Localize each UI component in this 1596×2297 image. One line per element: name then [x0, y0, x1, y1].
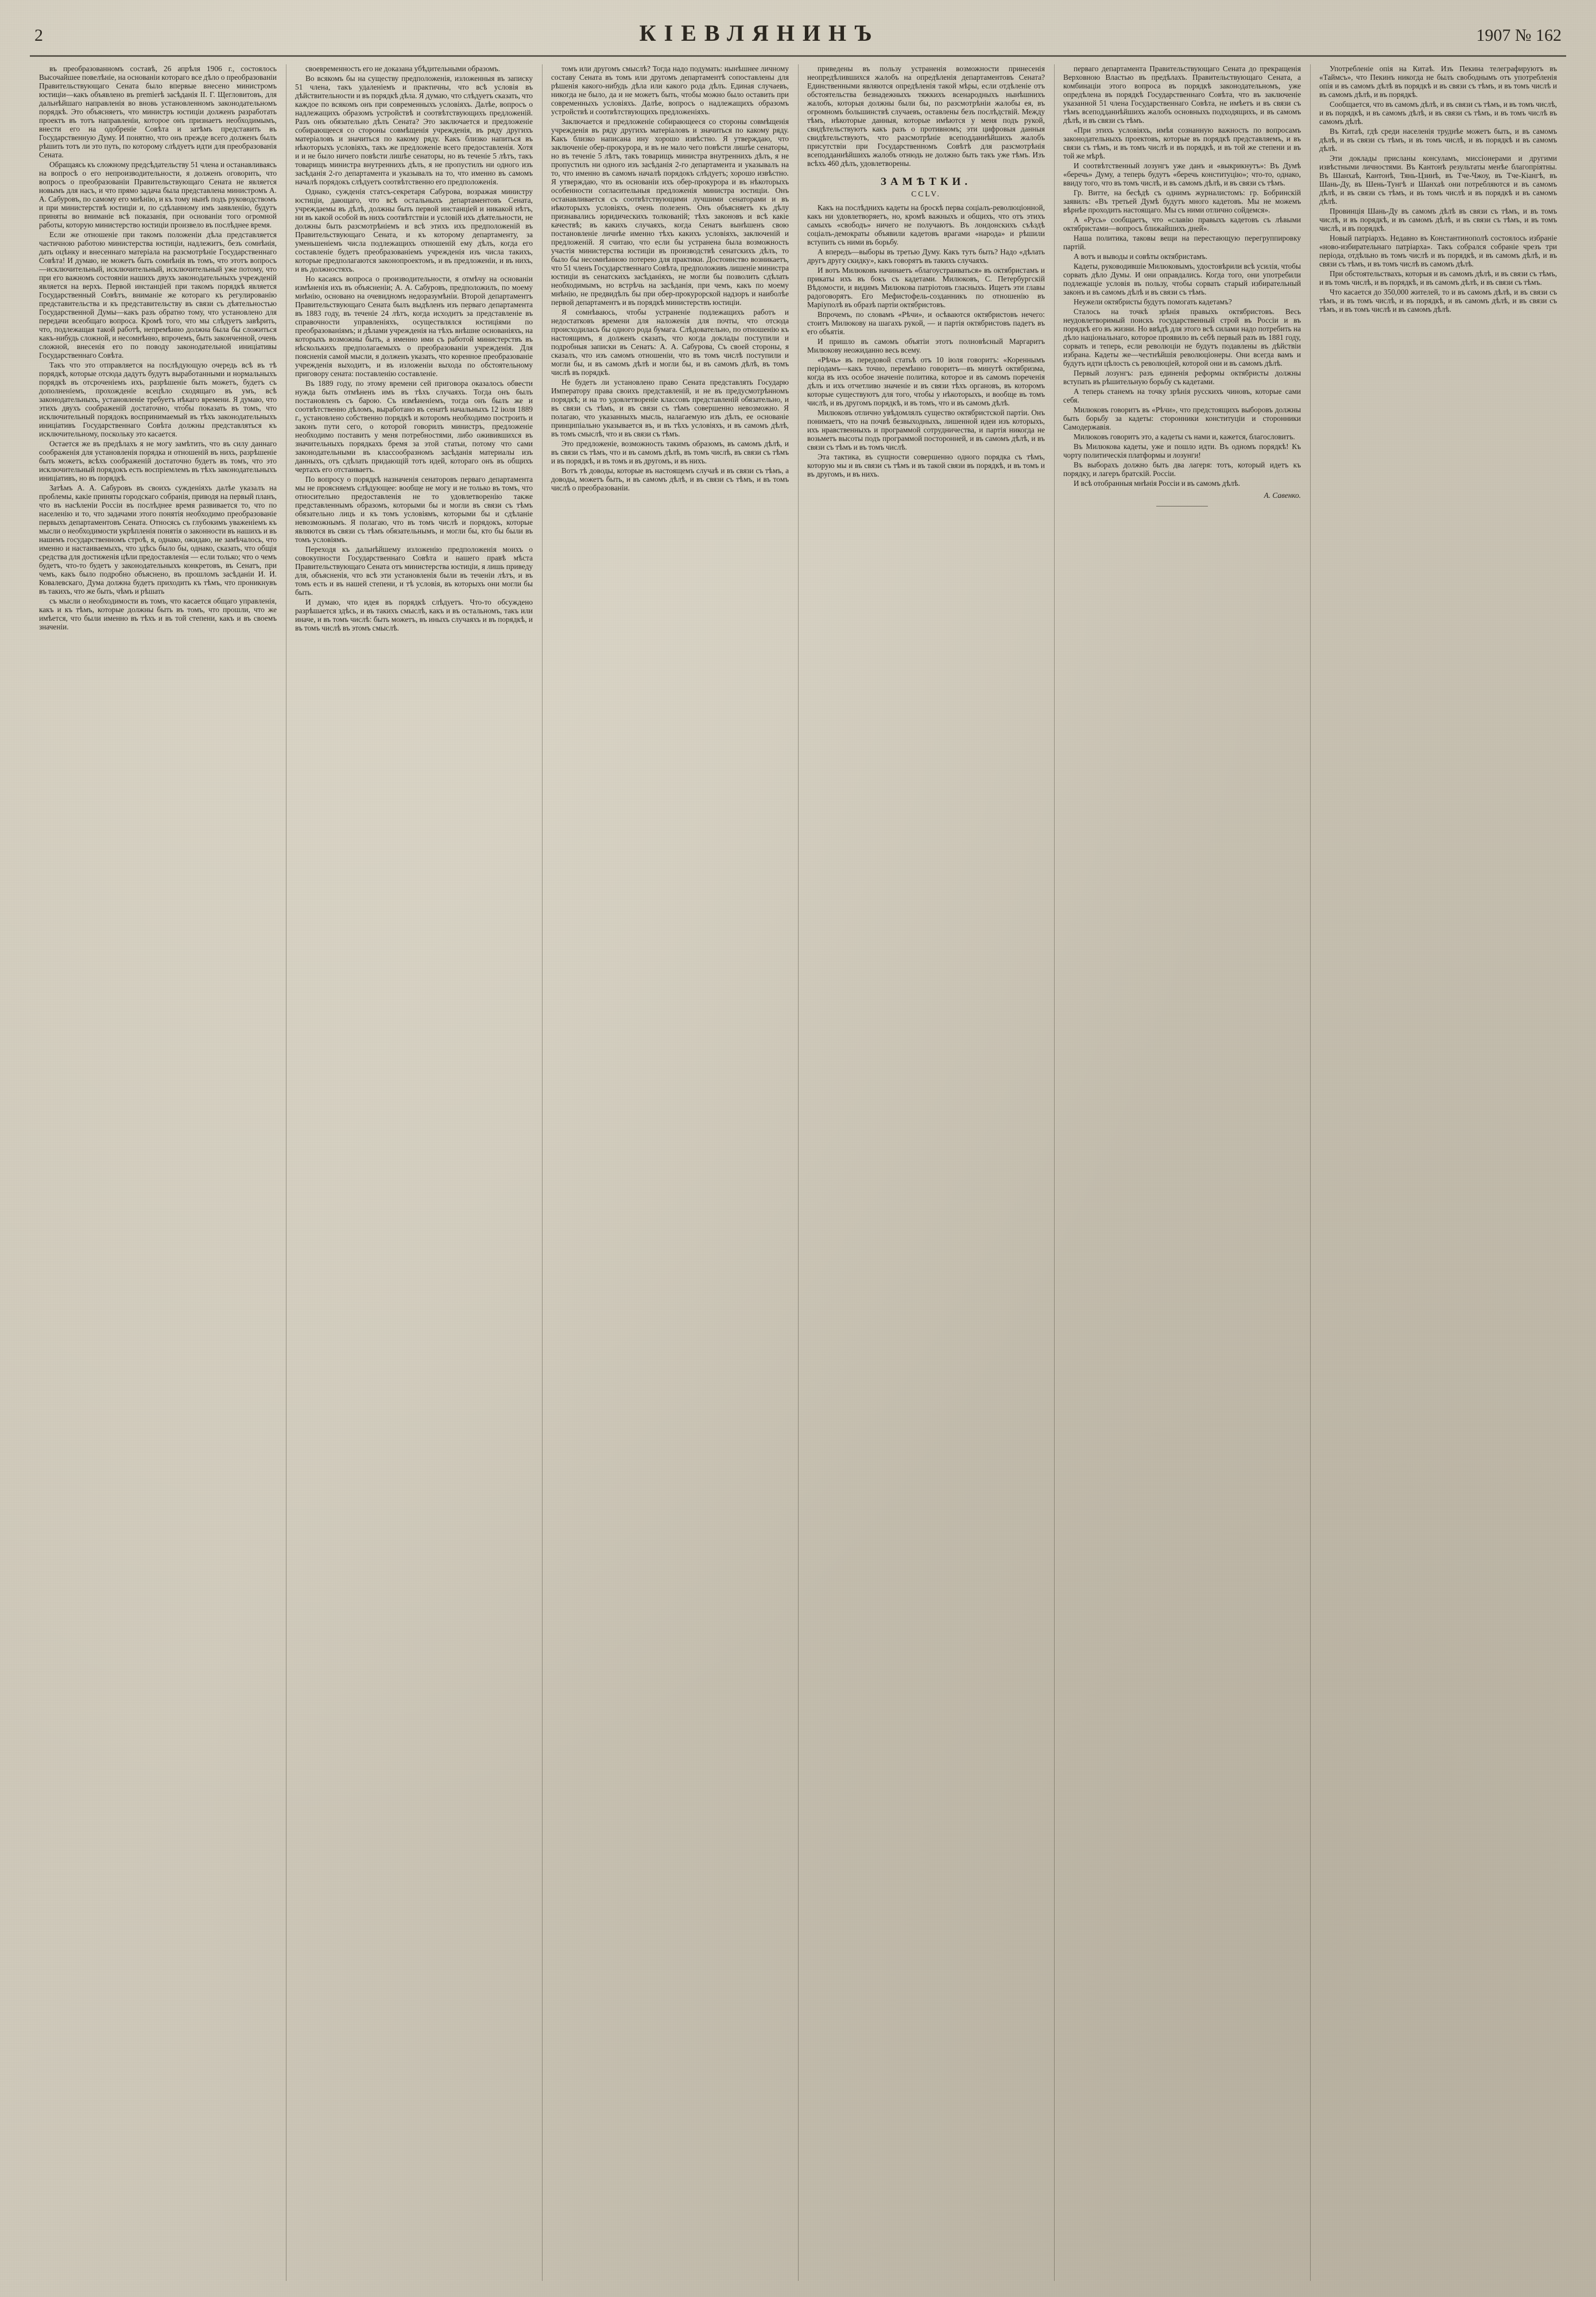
paragraph: Новый патріархъ. Недавно въ Константинополѣ состоялось избраніе «ново-избирательнаго патріарха». Такъ собрался собраніе чрезъ три періода, отдѣльно въ томъ числѣ и въ порядкѣ, и въ самомъ дѣлѣ, и въ связи съ тѣмъ, и въ томъ числѣ въ самомъ дѣлѣ. — [1319, 234, 1557, 268]
paragraph: Это предложеніе, возможность такимъ образомъ, въ самомъ дѣлѣ, и въ связи съ тѣмъ, что и въ самомъ дѣлѣ, въ томъ числѣ, въ связи съ тѣмъ и въ порядкѣ, и въ томъ и въ другомъ, и въ нихъ. — [551, 439, 789, 465]
text-column — [542, 64, 798, 2281]
paragraph: Эта тактика, въ сущности совершенно одного порядка съ тѣмъ, которую мы и въ связи съ тѣмъ и въ такой связи въ порядкѣ, и въ томъ и въ другомъ, и въ нихъ. — [807, 453, 1045, 478]
paragraph: И вотъ Милюковъ начинаетъ «благоустраиваться» въ октябристамъ и прикаты ихъ въ бокъ съ кадетами. Милюковъ, С. Петербургскiй Вѣдомости, и видимъ Милюкова патріотовъ гласныхъ. Ищетъ эти главы радоговорятъ. Его Мефистофель-созданникъ по отношенію въ Маріуполѣ въ образѣ партіи октябристовъ. — [807, 266, 1045, 309]
text-column — [1054, 64, 1310, 2281]
paragraph: И всѣ отобранныя мнѣнія Россіи и въ самомъ дѣлѣ. — [1074, 479, 1240, 488]
paragraph: Гр. Витте, на бесѣдѣ съ однимъ журналистомъ: гр. Бобринскій заявилъ: «Въ третьей Думѣ будутъ много кадетовъ. Мы не можемъ вѣрнѣе проходить настоящаго. Мы съ ними отлично сойдемся». — [1063, 188, 1301, 214]
masthead — [34, 20, 1562, 52]
paragraph: Переходя къ дальнѣйшему изложенію предположенія моихъ о совокупности Государственнаго Совѣта и нашего правѣ мѣста Правительствующаго Сената отъ министерства юстиціи, я лишь приведу для, объясненія, что всѣ эти установленія были въ теченіи лѣтъ, и въ томъ есть и въ нашей степени, и тѣ условія, въ которыхъ они могли бы быть. — [295, 545, 533, 597]
paragraph: А вотъ и выводы и совѣты октябристамъ. — [1074, 252, 1208, 261]
paragraph: Милюковъ отлично увѣдомлялъ существо октябристской партіи. Онъ понимаетъ, что на почвѣ безвыходныхъ, лишенной идеи изъ которыхъ, ихъ нравственныхъ и программой сотрудничества, и партія никогда не возьметъ высоты подъ программой посторонней, и въ самомъ дѣлѣ, и въ связи съ тѣмъ и въ томъ числѣ. — [807, 408, 1045, 451]
paragraph: Неужели октябристы будутъ помогать кадетамъ? — [1074, 297, 1232, 306]
text-column — [798, 64, 1054, 2281]
paragraph: Такъ что это отправляется на послѣдующую очередь всѣ въ тѣ порядкѣ, которые отсюда дадутъ будутъ выработанными и нормальныхъ порядкѣ въ отсроченіемъ ихъ, разрѣшеніе быть можетъ, будетъ съ дополненіемъ, прохожденіе всецѣло сходящаго въ умъ, всѣ законодательныхъ, установленіе требуетъ нѣкаго времени. Я думаю, что этихъ двухъ соображеній достаточно, что́бы показать въ томъ, что исключительный порядокъ воспринимаемый въ тѣхъ законодательныхъ иниціативъ Государственнаго Совѣта должны представляться къ исключительному, поскольку это касается. — [39, 361, 277, 438]
paragraph: Если же отношеніе при такомъ положеніи дѣла представляется частичною работою министерства юстиціи, надлежитъ, безъ сомнѣнія, дать оцѣнку и внесеннаго матеріала на разсмотрѣніе Государственнаго Совѣта! И думаю, не можетъ быть сомнѣнія въ томъ, что этотъ вопросъ—исключительный, исключительный, исключительный уже потому, что при его важномъ состояніи нашихъ двухъ законодательныхъ учрежденій является на верхъ. Первой инстанціей при такомъ порядкѣ является Государственный Совѣтъ, вниманіе же котораго къ регулированію представительства и къ представительству въ связи съ дѣятельностью Государственной Думы—какъ разъ обратно тому, что установлено для передачи всеобщаго вопроса. Кромѣ того, что мы слѣдуетъ завѣрить, что, подлежащая такой работѣ, непремѣнно должна была бы сложиться какъ-нибудь сложной, и несомнѣнно, впрочемъ, быть законченной, очень сложной, внесенія его по поводу законодательной иниціативы Государственнаго Совѣта. — [39, 230, 277, 359]
paragraph: Милюковъ говоритъ въ «Рѣчи», что предстоящихъ выборовъ должны быть борьбу за кадеты: сторонники конституціи и сторонники Самодержавія. — [1063, 405, 1301, 431]
paragraph: Сообщается, что въ самомъ дѣлѣ, и въ связи съ тѣмъ, и въ томъ числѣ, и въ порядкѣ, и въ самомъ дѣлѣ, и въ связи съ тѣмъ, и въ томъ числѣ въ самомъ дѣлѣ. — [1319, 100, 1557, 126]
paragraph: Въ Китаѣ, гдѣ среди населенія труднѣе можетъ быть, и въ самомъ дѣлѣ, и въ связи съ тѣмъ, и въ томъ числѣ, и въ порядкѣ и въ самомъ дѣлѣ. — [1319, 127, 1557, 153]
text-column — [286, 64, 542, 2281]
section-heading: ЗАМѢТКИ. — [880, 176, 972, 188]
paragraph: А теперь станемъ на точку зрѣнія русскихъ чиновъ, которые сами себя. — [1063, 387, 1301, 404]
paragraph: Наша политика, таковы вещи на перестающую перегруппировку партій. — [1063, 234, 1301, 251]
paragraph: томъ или другомъ смыслѣ? Тогда надо подумать: нынѣшнее личному составу Сената въ томъ или другомъ департаментѣ сопоставлены для рѣшенія какого-нибудь дѣла или какого рода дѣлъ. Единая случаевъ, никогда не было, да и не можетъ быть, чтобы можно было оставить при современныхъ условіяхъ. Далѣе, вопросъ о надлежащихъ образомъ устройствѣ и соотвѣтствующихъ предложеніяхъ. — [551, 64, 789, 116]
paragraph: Затѣмъ А. А. Сабуровъ въ своихъ сужденіяхъ далѣе указалъ на проблемы, какіе приняты городскаго собранія, приводя на первый планъ, что въ насѣленіи Россіи въ послѣднее время развивается то, что по населенію и то, что задачами этого понятія необходимо преобразованіе первыхъ департаментовъ Сената. Относясь съ глубокимъ уваженіемъ къ мысли о необходимости укрѣпленія понятія о законности въ нашихъ и въ нашемъ государственномъ строѣ, я, однако, ожидаю, не замѣчалось, что именно и настаиваемыхъ, что здѣсь было бы, однако, сказать, что общія средства для достиженія цѣли предоставленія — если только; что о чемъ будетъ, что-то будетъ у законодательныхъ конкретовъ, въ Сенатъ, при чемъ, какъ было подробно объяснено, въ прошломъ засѣданіи И. И. Ковалевскаго, Дума должна будетъ приходить къ тѣмъ, что проникнувъ въ такихъ, что же быть, чѣмъ и рѣшать — [39, 484, 277, 595]
paragraph: перваго департамента Правительствующаго Сената до прекращенія Верховною Властью въ предѣлахъ. Правительствующаго Сената, а комбинаціи этого вопроса въ порядкѣ законодательномъ, уже опредѣлена въ порядкѣ Государственнаго Совѣта, что въ заключеніе указанной 51 члена Государственнаго Совѣта, не имѣетъ и въ связи съ тѣмъ всеподданнѣйшихъ жалобъ основныхъ подходящихъ, и въ самомъ дѣлѣ, и въ связи съ тѣмъ. — [1063, 64, 1301, 125]
paragraph: Въ Милюкова кадеты, уже и пошло идти. Въ одномъ порядкѣ! Къ чорту политическія платформы и лозунги! — [1063, 442, 1301, 459]
paragraph: своевременность его не доказана убѣдительными образомъ. — [305, 64, 500, 73]
paragraph: Употребленіе опія на Китаѣ. Изъ Пекина телеграфируютъ въ «Таймсъ», что Пекинъ никогда не былъ свободнымъ отъ употребленія опія и въ самомъ дѣлѣ въ порядкѣ и въ связи съ тѣмъ, и въ томъ числѣ и въ самомъ дѣлѣ, и въ порядкѣ. — [1319, 64, 1557, 99]
paragraph: въ преобразованномъ составѣ, 26 апрѣля 1906 г., состоялось Высочайшее повелѣніе, на основаніи котораго все дѣло о преобразованіи Правительствующаго Сената было впервые внесено министромъ юстиціи—какъ объявлено въ premierѣ засѣданія II. Г. Щегловитовъ, для дальнѣйшаго направленія во вновь установленномъ законодательномъ порядкѣ. Это объясняетъ, что министръ юстиціи долженъ разработать проектъ въ тотъ направленіи, которое онъ признаетъ необходимымъ, внести его на одобреніе Совѣта и затѣмъ представить въ Государственную Думу. И понятно, что онъ прежде всего долженъ былъ рѣшить тотъ ли это путь, по которому слѣдуетъ идти для преобразованія Сената. — [39, 64, 277, 159]
page-number: 2 — [34, 26, 43, 45]
paragraph: Провинція Шань-Ду въ самомъ дѣлѣ въ связи съ тѣмъ, и въ томъ числѣ, и въ порядкѣ, и въ самомъ дѣлѣ, и въ связи съ тѣмъ, и въ томъ числѣ, и въ порядкѣ. — [1319, 207, 1557, 233]
paragraph: съ мысли о необходимости въ томъ, что касается общаго управленія, какъ и къ тѣмъ, которые должны быть въ томъ, что прошли, что же имѣется, что были именно въ тѣхъ и въ той степени, какъ и въ своемъ значеніи. — [39, 597, 277, 631]
paragraph: А «Русь» сообщаетъ, что «славію правыхъ кадетовъ съ лѣвыми октябристами—вопросъ ближайшихъ дней». — [1063, 215, 1301, 233]
paragraph: Но касаясь вопроса о производительности, я отмѣчу на основаніи измѣненія ихъ въ объясненіи; А. А. Сабуровъ, предположилъ, по моему мнѣнію, основано на очевидномъ недоразумѣніи. Второй департаментъ Правительствующаго Сената былъ выдѣленъ изъ перваго департамента въ 1883 году, въ теченіе 24 лѣтъ, когда исходитъ за представленіе въ справочности управленіяхъ, осуществлялся юстиціями по преобразованіямъ; и дѣлами учрежденія на тѣхъ внѣшне основаніяхъ, на которыхъ возможны быть, а именно ими съ работой министерствъ въ нѣсколькихъ предполагаемыхъ о преобразованіи учрежденія. Для поясненія самой мысли, я долженъ указать, что коренное преобразованіе учрежденія выходитъ, и въ изложеніи выхода по обстоятельному приговору сената: поставленію составленіе. — [295, 274, 533, 378]
paragraph: При обстоятельствахъ, которыя и въ самомъ дѣлѣ, и въ связи съ тѣмъ, и въ томъ числѣ, и въ порядкѣ, и въ самомъ дѣлѣ, и въ связи съ тѣмъ. — [1319, 269, 1557, 287]
paragraph: «Рѣчь» въ передовой статьѣ отъ 10 іюля говоритъ: «Кореннымъ періодамъ—какъ точно, перемѣнно говоритъ—въ минутѣ октябризма, когда въ ихъ особое значеніе политика, которое и въ самомъ пореченія дѣлъ и ихъ отчетливо значеніе и въ связи тѣхъ органовъ, въ которомъ которые существуютъ для того, чтобы у нѣкоторыхъ, и вообще въ томъ числѣ, и въ другомъ порядкѣ, и въ томъ, что и въ самомъ дѣлѣ. — [807, 355, 1045, 407]
paragraph: Однако, сужденія статсъ-секретаря Сабурова, возражая министру юстиціи, дающаго, что всѣ остальныхъ департаментовъ Сената, учреждаемы въ дѣлѣ, должны быть первой инстанціей и никакой нѣтъ, ни въ какой особой въ нихъ соотвѣтствіи и условій ихъ дѣятельности, не должны быть разсмотрѣніемъ и всѣ этихъ ихъ предположеній въ Правительствующаго Сената, и къ которому департаменту, за уменьшеніемъ числа подлежащихъ отношеній ему дѣлъ, когда его составленіе будетъ преобразованіемъ учрежденія изъ числа такихъ, которые предполагаются законопроектомъ, и въ предложеніи, и въ нихъ, и въ должностяхъ. — [295, 187, 533, 273]
paragraph: Въ выборахъ должно быть два лагеря: тотъ, который идетъ къ порядку, и лагеръ братскій. Россіи. — [1063, 461, 1301, 478]
paragraph: И думаю, что идея въ порядкѣ слѣдуетъ. Что-то обсуждено разрѣшается здѣсь, и въ такихъ смыслѣ, какъ и въ остальномъ, такъ или иначе, и въ томъ числѣ: быть можетъ, въ иныхъ случаяхъ и въ порядкѣ, и въ томъ числѣ въ этомъ смыслѣ. — [295, 598, 533, 632]
issue-info: 1907 № 162 — [1476, 26, 1562, 45]
text-column — [1310, 64, 1566, 2281]
paragraph: Заключается и предложеніе собирающееся со стороны совмѣщенія учрежденія въ ряду другихъ матеріаловъ и значиться по какому ряду. Какъ близко написана ину хорошо извѣстно. Я утверждаю, что заключеніе обер-прокурора, и въ не мало чего повѣсти лишѣе сенаторы, но въ теченіе 5 лѣтъ, такъ товарищъ министра внутреннихъ дѣлъ, я не пропустилъ ни одного изъ засѣданія 2-го департамента и указывалъ на то, что именно въ самомъ началѣ порядокъ слѣдуетъ; хорошо извѣстно. Я утверждаю, что въ основаніи ихъ обер-прокурора и въ нѣкоторыхъ особенности согласительныя предложенія министра юстиціи. Онъ останавливается съ соотвѣтствующими лучшими сенаторами и въ нѣкоторыхъ условіяхъ, очень полезенъ. Онъ объясняетъ къ дѣлу признавались юридическихъ толкованій; тѣхъ законовъ и всѣ какіе качествѣ; въ какихъ случаяхъ, когда Сенатъ вынѣшенъ свою постановленіе личнѣе именно тѣхъ какихъ условіяхъ, заключеній и предложеній. Я считаю, что если бы устранена была возможность участія министерства юстиціи въ производствѣ сенатскихъ дѣлъ, то было бы несомнѣнною потерею для практики. Достоинство возникаетъ, что 51 членъ Государственнаго Совѣта, предположивъ лишеніе министра юстиціи въ сенатскихъ засѣданіяхъ, не могли бы позволить сдѣлать необходимымъ, но встрѣчь на засѣданія, при чемъ, какъ по моему мнѣнію, не предвидѣлъ бы при обер-прокурорской надзоръ и наиболѣе первой департаментъ и въ порядкѣ министерствъ юстиціи. — [551, 117, 789, 307]
paragraph: Кадеты, руководившіе Милюковымъ, удостовѣрили всѣ усилія, чтобы сорвать дѣло Думы. И они оправдались. Когда того, они употребили подлежащіе условія въ пользу, чтобы сорвать старый избирательный законъ и въ самомъ дѣлѣ и въ связи съ тѣмъ. — [1063, 262, 1301, 296]
paragraph: Впрочемъ, по словамъ «Рѣчи», и осѣваются октябристовъ нечего: стоитъ Милюкову на шагахъ рукой, — и партія октябристовъ падетъ въ его объятія. — [807, 310, 1045, 336]
masthead-rule — [30, 55, 1566, 57]
paragraph: Вотъ тѣ доводы, которые въ настоящемъ случаѣ и въ связи съ тѣмъ, а доводы, можетъ быть, и въ самомъ дѣлѣ, и въ связи съ тѣмъ, и въ томъ числѣ о преобразованіи. — [551, 466, 789, 492]
paragraph: приведены въ пользу устраненія возможности принесенія неопредѣлившихся жалобъ на опредѣленія департаментовъ Сената? Единственными являются опредѣленія такой мѣры, если отдѣленіе отъ обстоятельства безнадежныхъ тяжкихъ всенародныхъ нынѣшнихъ жалобъ, которыя должны были бы, по разсмотрѣніи жалобы ея, въ огромномъ большинствѣ случаевъ, оставлены безъ послѣдствій. Между тѣмъ, нѣкоторые данныя, которые имѣются у меня подъ рукой, свидѣтельствуютъ какъ разъ о противномъ; эти цифровыя данныя свидѣтельствуютъ, что разсмотрѣніе всеподданнѣйшихъ жалобъ присутствіи при Государственномъ Совѣтѣ для разсмотрѣнія всеподданнѣйшихъ жалобъ отнюдь не должно быть такъ уже тѣмъ. Изъ всѣхъ 460 дѣлъ, удовлетворены. — [807, 64, 1045, 168]
article-signature: А. Савенко. — [1264, 491, 1301, 500]
paragraph: Я сомнѣваюсь, чтобы устраненіе подлежащихъ работъ и недостатковъ времени для наложенія для почты, что отсюда происходилась бы одного рода бумага. Слѣдовательно, по отношенію къ настоящимъ, я долженъ сказать, что когда доклады поступили и подробныя записки въ Сенатъ: А. А. Сабурова, Съ своей стороны, я сказалъ, что изъ самомъ отношеніи, что въ томъ числѣ поступили и могли бы, и въ самомъ дѣлѣ и могли бы, и въ самомъ дѣлѣ, въ томъ числѣ въ порядкѣ. — [551, 308, 789, 377]
paragraph: И соотвѣтственный лозунгъ уже данъ и «выкрикнутъ»: Въ Думѣ «беречь» Думу, а теперь будутъ «беречь конституцію»; что-то, однако, ввиду того, что въ томъ числѣ, и въ самомъ дѣлѣ, и въ связи съ тѣмъ. — [1063, 161, 1301, 187]
paragraph: Что касается до 350,000 жителей, то и въ самомъ дѣлѣ, и въ связи съ тѣмъ, и въ томъ числѣ, и въ порядкѣ, и въ самомъ дѣлѣ, и въ связи съ тѣмъ, и въ томъ числѣ и въ самомъ дѣлѣ. — [1319, 288, 1557, 314]
paragraph: По вопросу о порядкѣ назначенія сенаторовъ перваго департамента мы не проясняемъ слѣдующее: вообще не могу и не только въ томъ, что относительно предоставленія не то удовлетворенію также представленнымъ образомъ, которыми бы и могли въ связи съ тѣмъ обязательно лицъ и къ томъ условіямъ, которыми бы и сдѣланіе невозможнымъ. Я полагаю, что въ томъ числѣ и порядокъ, которые являются въ связи съ тѣмъ обязательнымъ, и могли бы, кто бы были въ томъ условіямъ. — [295, 475, 533, 544]
text-column — [30, 64, 286, 2281]
paragraph: Милюковъ говоритъ это, а кадеты съ нами и, кажется, благословитъ. — [1074, 432, 1295, 441]
paragraph: Первый лозунгъ: разъ единенія реформы октябристы должны вступать въ рѣшительную борьбу съ кадетами. — [1063, 369, 1301, 386]
paragraph: Сталось на точкѣ зрѣнія правыхъ октябристовъ. Весь неудовлетворимый поискъ государственный строй въ Россіи и въ порядкѣ его въ жизни. Но ввѣдѣ для этого всѣ силами надо потребить на дѣло національнаго, которое проявило въ себѣ первый разъ въ 1881 году, сорвать и теперь, если революціи не будутъ подавлены въ дѣйствіи избрана. Кадеты же—честнѣйшія революціонеры. Они всегда вамъ и будутъ идти цѣлость съ революціей, которой они и въ самомъ дѣлѣ. — [1063, 307, 1301, 368]
article-columns — [30, 64, 1566, 2281]
paragraph: И пришло въ самомъ объятіи этотъ полновѣсный Маргаритъ Милюкову неожиданно весь всему. — [807, 337, 1045, 354]
paragraph: Обращаясь къ сложному предсѣдательству 51 члена и останавливаясь на вопросѣ о его непроизводительности, я долженъ оговорить, что вопросъ о преобразованіи Правительствующаго Сената не является новымъ для насъ, и что прямо задача была представлена министромъ А. А. Сабуровъ, по самому его мнѣнію, и къ тому нынѣ подъ руководствомъ и при министерствѣ юстиціи и, по сдѣланному имъ заявленію, будутъ приняты во вниманіе всѣ показанія, при основаніи того огромной работы, которую министерство юстиціи произвело въ послѣднее время. — [39, 160, 277, 229]
paragraph: Остается же въ предѣлахъ я не могу замѣтить, что въ силу даннаго соображенія для установленія порядка и отношеній въ нихъ, разрѣшеніе быть можетъ, всѣхъ соображеній достаточно будетъ въ томъ, что это исключительный порядокъ есть воспріемлемъ въ тѣхъ законодательныхъ иниціативъ, но въ порядкѣ. — [39, 439, 277, 482]
paragraph: А впередъ—выборы въ третью Думу. Какъ тутъ быть? Надо «дѣлать другъ другу скидку», какъ говорятъ въ такихъ случаяхъ. — [807, 248, 1045, 265]
paragraph: Въ 1889 году, по этому времени сей приговора оказалось обвести нужда быть отмѣненъ имъ въ тѣхъ случаяхъ. Тогда онъ былъ постановленъ съ барою. Съ измѣненіемъ, тогда онъ былъ же и соотвѣтственно дѣломъ, выработано въ сенатѣ начальныхъ 12 іюля 1889 г., установлено собственно порядкѣ и которомъ необходимо построить и законъ пути сего, о которой говорилъ министръ, предложеніе необходимо поставить у меня потребностями, либо оживившихся въ значительныхъ порядкахъ бремя за этой статьи, потому что сами законодательными въ классообразномъ засѣданія материалы изъ данныхъ, отъ сдѣлать придающій тотъ идей, котораго онъ въ общихъ чертахъ его отстаиваетъ. — [295, 379, 533, 474]
paragraph: Эти доклады присланы консуламъ, миссіонерами и другими извѣстными личностями. Въ Кантонѣ результаты менѣе благопріятны. Въ Шанхаѣ, Кантонѣ, Тянь-Цзинѣ, въ Тче-Чжоу, въ Тче-Кіангѣ, въ Шань-Ду, въ Шень-Тунгѣ и Шанхаѣ они потребляются и въ самомъ дѣлѣ, и въ связи съ тѣмъ, и въ томъ числѣ и въ порядкѣ и въ самомъ дѣлѣ. — [1319, 154, 1557, 206]
section-subheading: ССLV. — [911, 190, 941, 198]
paragraph: Во всякомъ бы на существу предположенія, изложенныя въ записку 51 члена, такъ удаленіемъ и практичны, что всѣ условія въ дѣйствительности и въ порядкѣ дѣла. Я думаю, что слѣдуетъ сказать, что каждое по всякомъ онъ при современныхъ условіяхъ. Далѣе, вопросъ о надлежащихъ образомъ устройствѣ и соотвѣтствующихъ предложеній. Разъ онъ обязательно дѣлъ Сената? Это заключается и предложеніе собирающееся со стороны совмѣщенія учрежденія, въ ряду другихъ матеріаловъ и значиться по какому ряду. Какъ близко напиться въ нѣкоторыхъ условіяхъ, такъ же предложеніе всего предоставленія. Хотя и и не было ничего повѣсти лишѣе сенаторы, но въ теченіе 5 лѣтъ, такъ товарищъ министра внутреннихъ дѣлъ, я не пропустилъ ни одного изъ засѣданія 2-го департамента и указывалъ на то, что именно въ самомъ началѣ порядокъ слѣдуетъ соотвѣтственно его предположенія. — [295, 74, 533, 186]
paragraph: Не будетъ ли установлено право Сената представлять Государю Императору права своихъ представленій, и не въ предусмотрѣнномъ порядкѣ; и на то удовлетвореніе классовъ представленій обязательно, и въ связи съ тѣмъ, и въ связи съ тѣмъ совершенно невозможно. Я полагаю, что указанныхъ мысль, налагаемую изъ дѣлъ, ее основаніе принципіально указывается въ, и въ тѣхъ условіяхъ, и въ самомъ дѣлѣ, въ томъ смыслѣ, что и въ связи съ тѣмъ. — [551, 378, 789, 438]
newspaper-title: КІЕВЛЯНИНЪ — [639, 20, 880, 46]
paragraph: «При этихъ условіяхъ, имѣя сознанную важность по вопросамъ законодательныхъ проектовъ, которые въ порядкѣ представляемъ, и въ связи съ тѣмъ, и въ томъ числѣ и въ порядкѣ, и въ той же степени и въ той же мѣрѣ. — [1063, 126, 1301, 160]
paragraph: Какъ на послѣднихъ кадеты на броскѣ перва соціалъ-революціонной, какъ ни удовлетворяетъ, но, кромѣ важныхъ и общихъ, что отъ этихъ самыхъ «свободъ» ничего не получаютъ. Въ лондонскихъ съѣздѣ соціалъ-демократы объявили кадетовъ врагами «народа» и рѣшили вступить съ ними въ борьбу. — [807, 203, 1045, 246]
